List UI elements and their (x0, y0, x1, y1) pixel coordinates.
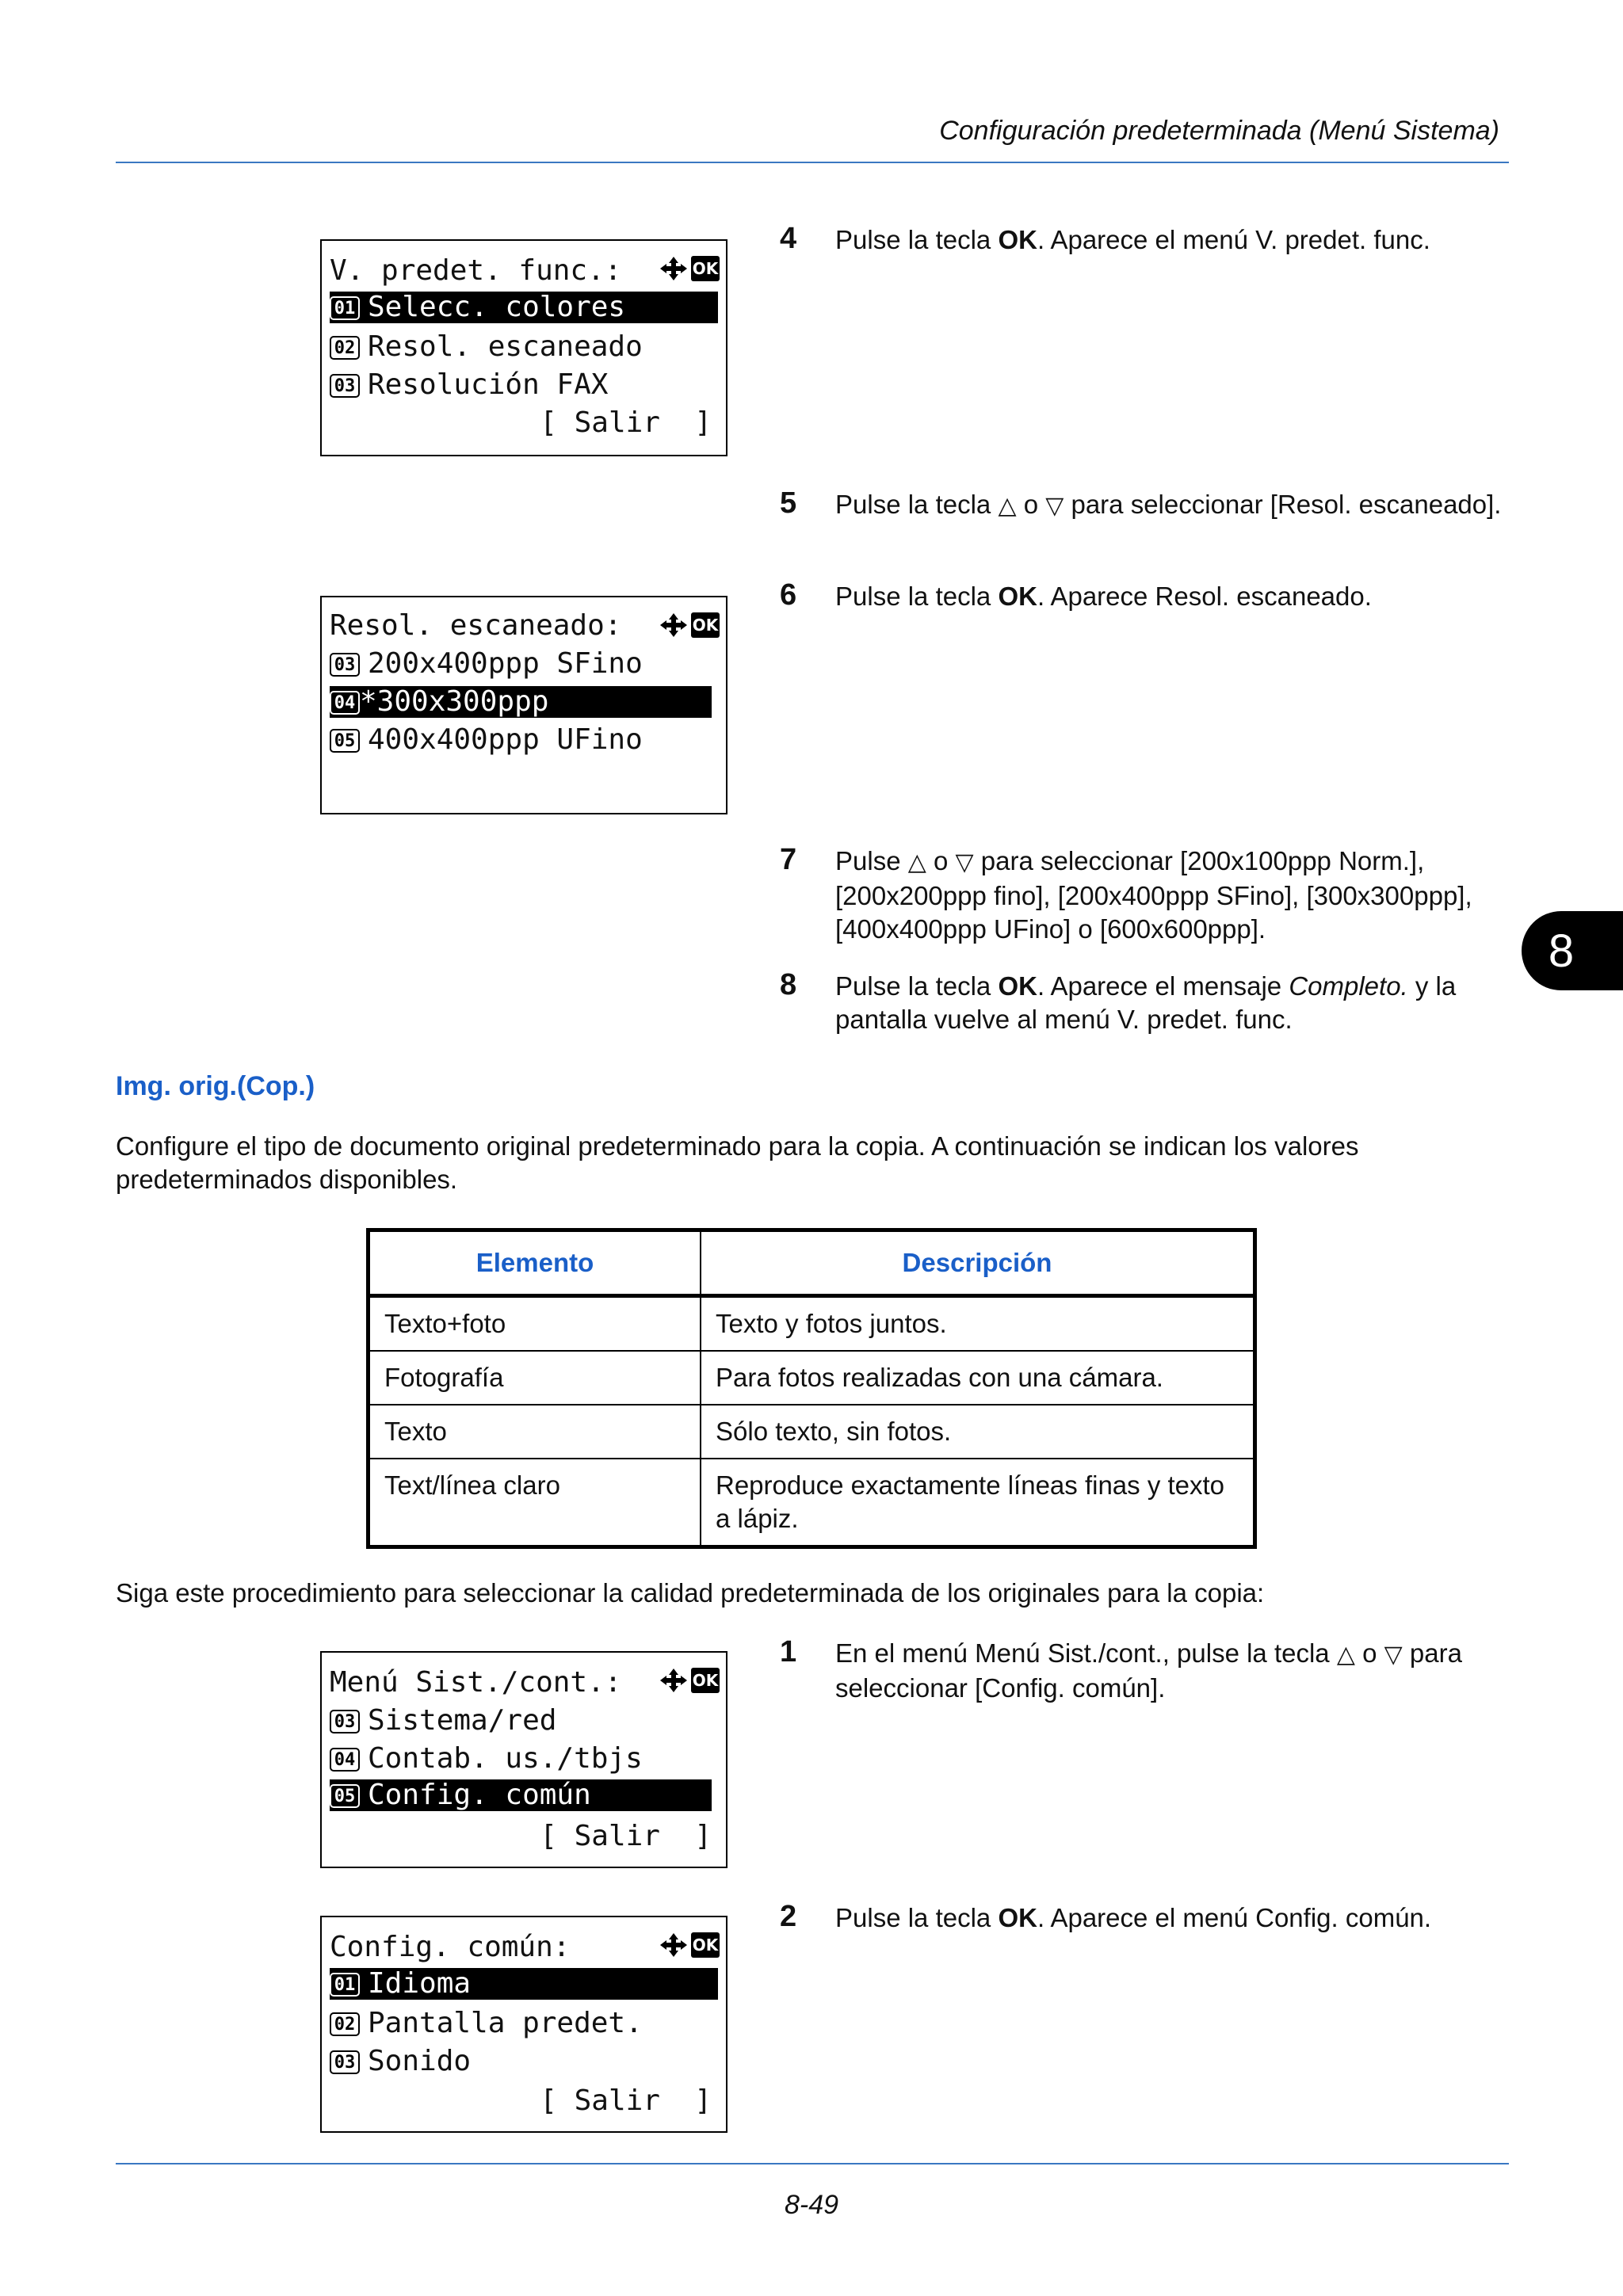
section-title: Img. orig.(Cop.) (116, 1071, 315, 1101)
item-number-badge: 04 (330, 691, 360, 715)
lcd-panel-v-predet-func (320, 239, 727, 456)
item-label: Sonido (368, 2045, 472, 2077)
cross-arrows-icon (658, 612, 689, 639)
cross-arrows-icon (658, 255, 689, 282)
down-arrow-key-icon: ▽ (955, 849, 974, 875)
table-cell: Text/línea claro (370, 1459, 701, 1545)
up-arrow-key-icon: △ (1336, 1642, 1355, 1668)
step-text: Pulse la tecla OK. Aparece el mensaje Completo. y la pantalla vuelve al menú V. predet. func. (835, 971, 1457, 1034)
table-row (370, 1296, 1253, 1352)
table-cell: Sólo texto, sin fotos. (701, 1405, 1253, 1459)
down-arrow-key-icon: ▽ (1384, 1642, 1403, 1668)
step-number: 6 (780, 578, 797, 612)
navigation-ok-icon (658, 255, 720, 282)
lcd-title: Config. común: (330, 1931, 571, 1963)
step-number: 7 (780, 843, 797, 876)
step-text: En el menú Menú Sist./cont., pulse la tecla △ o ▽ para seleccionar [Config. común]. (835, 1638, 1462, 1703)
step-number: 2 (780, 1900, 797, 1933)
lcd-menu-item[interactable] (330, 1968, 718, 2000)
ok-key-icon: OK (691, 1932, 720, 1958)
item-label: Resol. escaneado (368, 330, 643, 363)
item-number-badge: 03 (330, 2050, 360, 2074)
table-cell: Fotografía (370, 1351, 701, 1405)
step-text: Pulse la tecla OK. Aparece el menú Config. común. (835, 1903, 1432, 1932)
item-label: 400x400ppp UFino (368, 723, 643, 756)
item-number-badge: 01 (330, 1973, 360, 1997)
up-arrow-key-icon: △ (998, 493, 1017, 519)
table-cell: Para fotos realizadas con una cámara. (701, 1351, 1253, 1405)
step-text: Pulse la tecla OK. Aparece el menú V. predet. func. (835, 225, 1430, 254)
lcd-title: Menú Sist./cont.: (330, 1666, 622, 1699)
step-text: Pulse △ o ▽ para seleccionar [200x100ppp Norm.], [200x200ppp fino], [200x400ppp SFino], [300x300ppp], [400x400ppp UFino] o [600x600ppp]. (835, 846, 1472, 944)
lcd-title: V. predet. func.: (330, 254, 622, 287)
item-number-badge: 03 (330, 653, 360, 677)
navigation-ok-icon (658, 612, 720, 639)
lcd-menu-item[interactable] (330, 2008, 718, 2039)
item-label: Contab. us./tbjs (368, 1742, 643, 1775)
procedure-text: Siga este procedimiento para seleccionar la calidad predeterminada de los originales para la copia: (116, 1578, 1265, 1608)
lcd-menu-item[interactable] (330, 648, 718, 680)
header-rule (116, 162, 1509, 163)
footer-rule (116, 2163, 1509, 2164)
header-title: Configuración predeterminada (Menú Sistema) (939, 116, 1499, 146)
lcd-menu-item[interactable] (330, 724, 718, 756)
ok-key-icon: OK (691, 256, 720, 281)
item-label: 200x400ppp SFino (368, 647, 643, 680)
cross-arrows-icon (658, 1667, 689, 1694)
item-label: Pantalla predet. (368, 2007, 643, 2039)
item-number-badge: 03 (330, 374, 360, 398)
down-arrow-key-icon: ▽ (1045, 493, 1064, 519)
chapter-tab: 8 (1522, 911, 1623, 990)
lcd-menu-item[interactable] (330, 1705, 718, 1737)
lcd-menu-item[interactable] (330, 369, 718, 401)
lcd-title: Resol. escaneado: (330, 609, 622, 642)
lcd-menu-item[interactable] (330, 686, 712, 718)
table-cell: Texto y fotos juntos. (701, 1296, 1253, 1352)
exit-softkey[interactable]: [ Salir ] (540, 406, 712, 439)
lcd-menu-item[interactable] (330, 292, 718, 323)
step-number: 1 (780, 1635, 797, 1669)
ok-key-icon: OK (691, 1668, 720, 1693)
table-header-description: Descripción (701, 1232, 1253, 1296)
options-table (366, 1228, 1257, 1549)
lcd-panel-config-comun (320, 1916, 727, 2133)
item-number-badge: 05 (330, 1784, 360, 1808)
navigation-ok-icon (658, 1932, 720, 1958)
item-label: Resolución FAX (368, 368, 609, 401)
step-number: 8 (780, 968, 797, 1001)
item-label: Selecc. colores (368, 291, 626, 323)
step-text: Pulse la tecla OK. Aparece Resol. escaneado. (835, 582, 1372, 611)
item-number-badge: 02 (330, 2012, 360, 2036)
item-number-badge: 02 (330, 336, 360, 360)
lcd-menu-item[interactable] (330, 1779, 712, 1811)
section-intro: Configure el tipo de documento original predeterminado para la copia. A continuación se indican los valores predeterminados disponibles. (116, 1131, 1359, 1194)
lcd-menu-item[interactable] (330, 1743, 718, 1775)
table-cell: Texto+foto (384, 1309, 506, 1338)
item-number-badge: 05 (330, 729, 360, 753)
step-number: 4 (780, 222, 797, 255)
item-label: Config. común (368, 1779, 591, 1811)
item-label: *300x300ppp (360, 685, 549, 718)
item-label: Idioma (368, 1967, 472, 2000)
item-number-badge: 01 (330, 296, 360, 320)
lcd-panel-resol-escaneado (320, 596, 727, 814)
exit-softkey[interactable]: [ Salir ] (540, 1820, 712, 1852)
ok-key-icon: OK (691, 612, 720, 638)
step-text: Pulse la tecla △ o ▽ para seleccionar [Resol. escaneado]. (835, 490, 1502, 519)
item-number-badge: 04 (330, 1748, 360, 1772)
item-number-badge: 03 (330, 1710, 360, 1733)
table-row (370, 1351, 1253, 1405)
table-row (370, 1405, 1253, 1459)
page-number: 8-49 (784, 2190, 839, 2220)
lcd-menu-item[interactable] (330, 2046, 718, 2077)
exit-softkey[interactable]: [ Salir ] (540, 2084, 712, 2117)
up-arrow-key-icon: △ (907, 849, 926, 875)
table-header-element: Elemento (370, 1232, 701, 1296)
table-cell: Reproduce exactamente líneas finas y texto a lápiz. (701, 1459, 1253, 1545)
lcd-menu-item[interactable] (330, 331, 718, 363)
table-cell: Texto (370, 1405, 701, 1459)
step-number: 5 (780, 486, 797, 520)
cross-arrows-icon (658, 1932, 689, 1958)
navigation-ok-icon (658, 1667, 720, 1694)
lcd-panel-menu-sist-cont (320, 1651, 727, 1868)
table-row (370, 1459, 1253, 1545)
item-label: Sistema/red (368, 1704, 557, 1737)
